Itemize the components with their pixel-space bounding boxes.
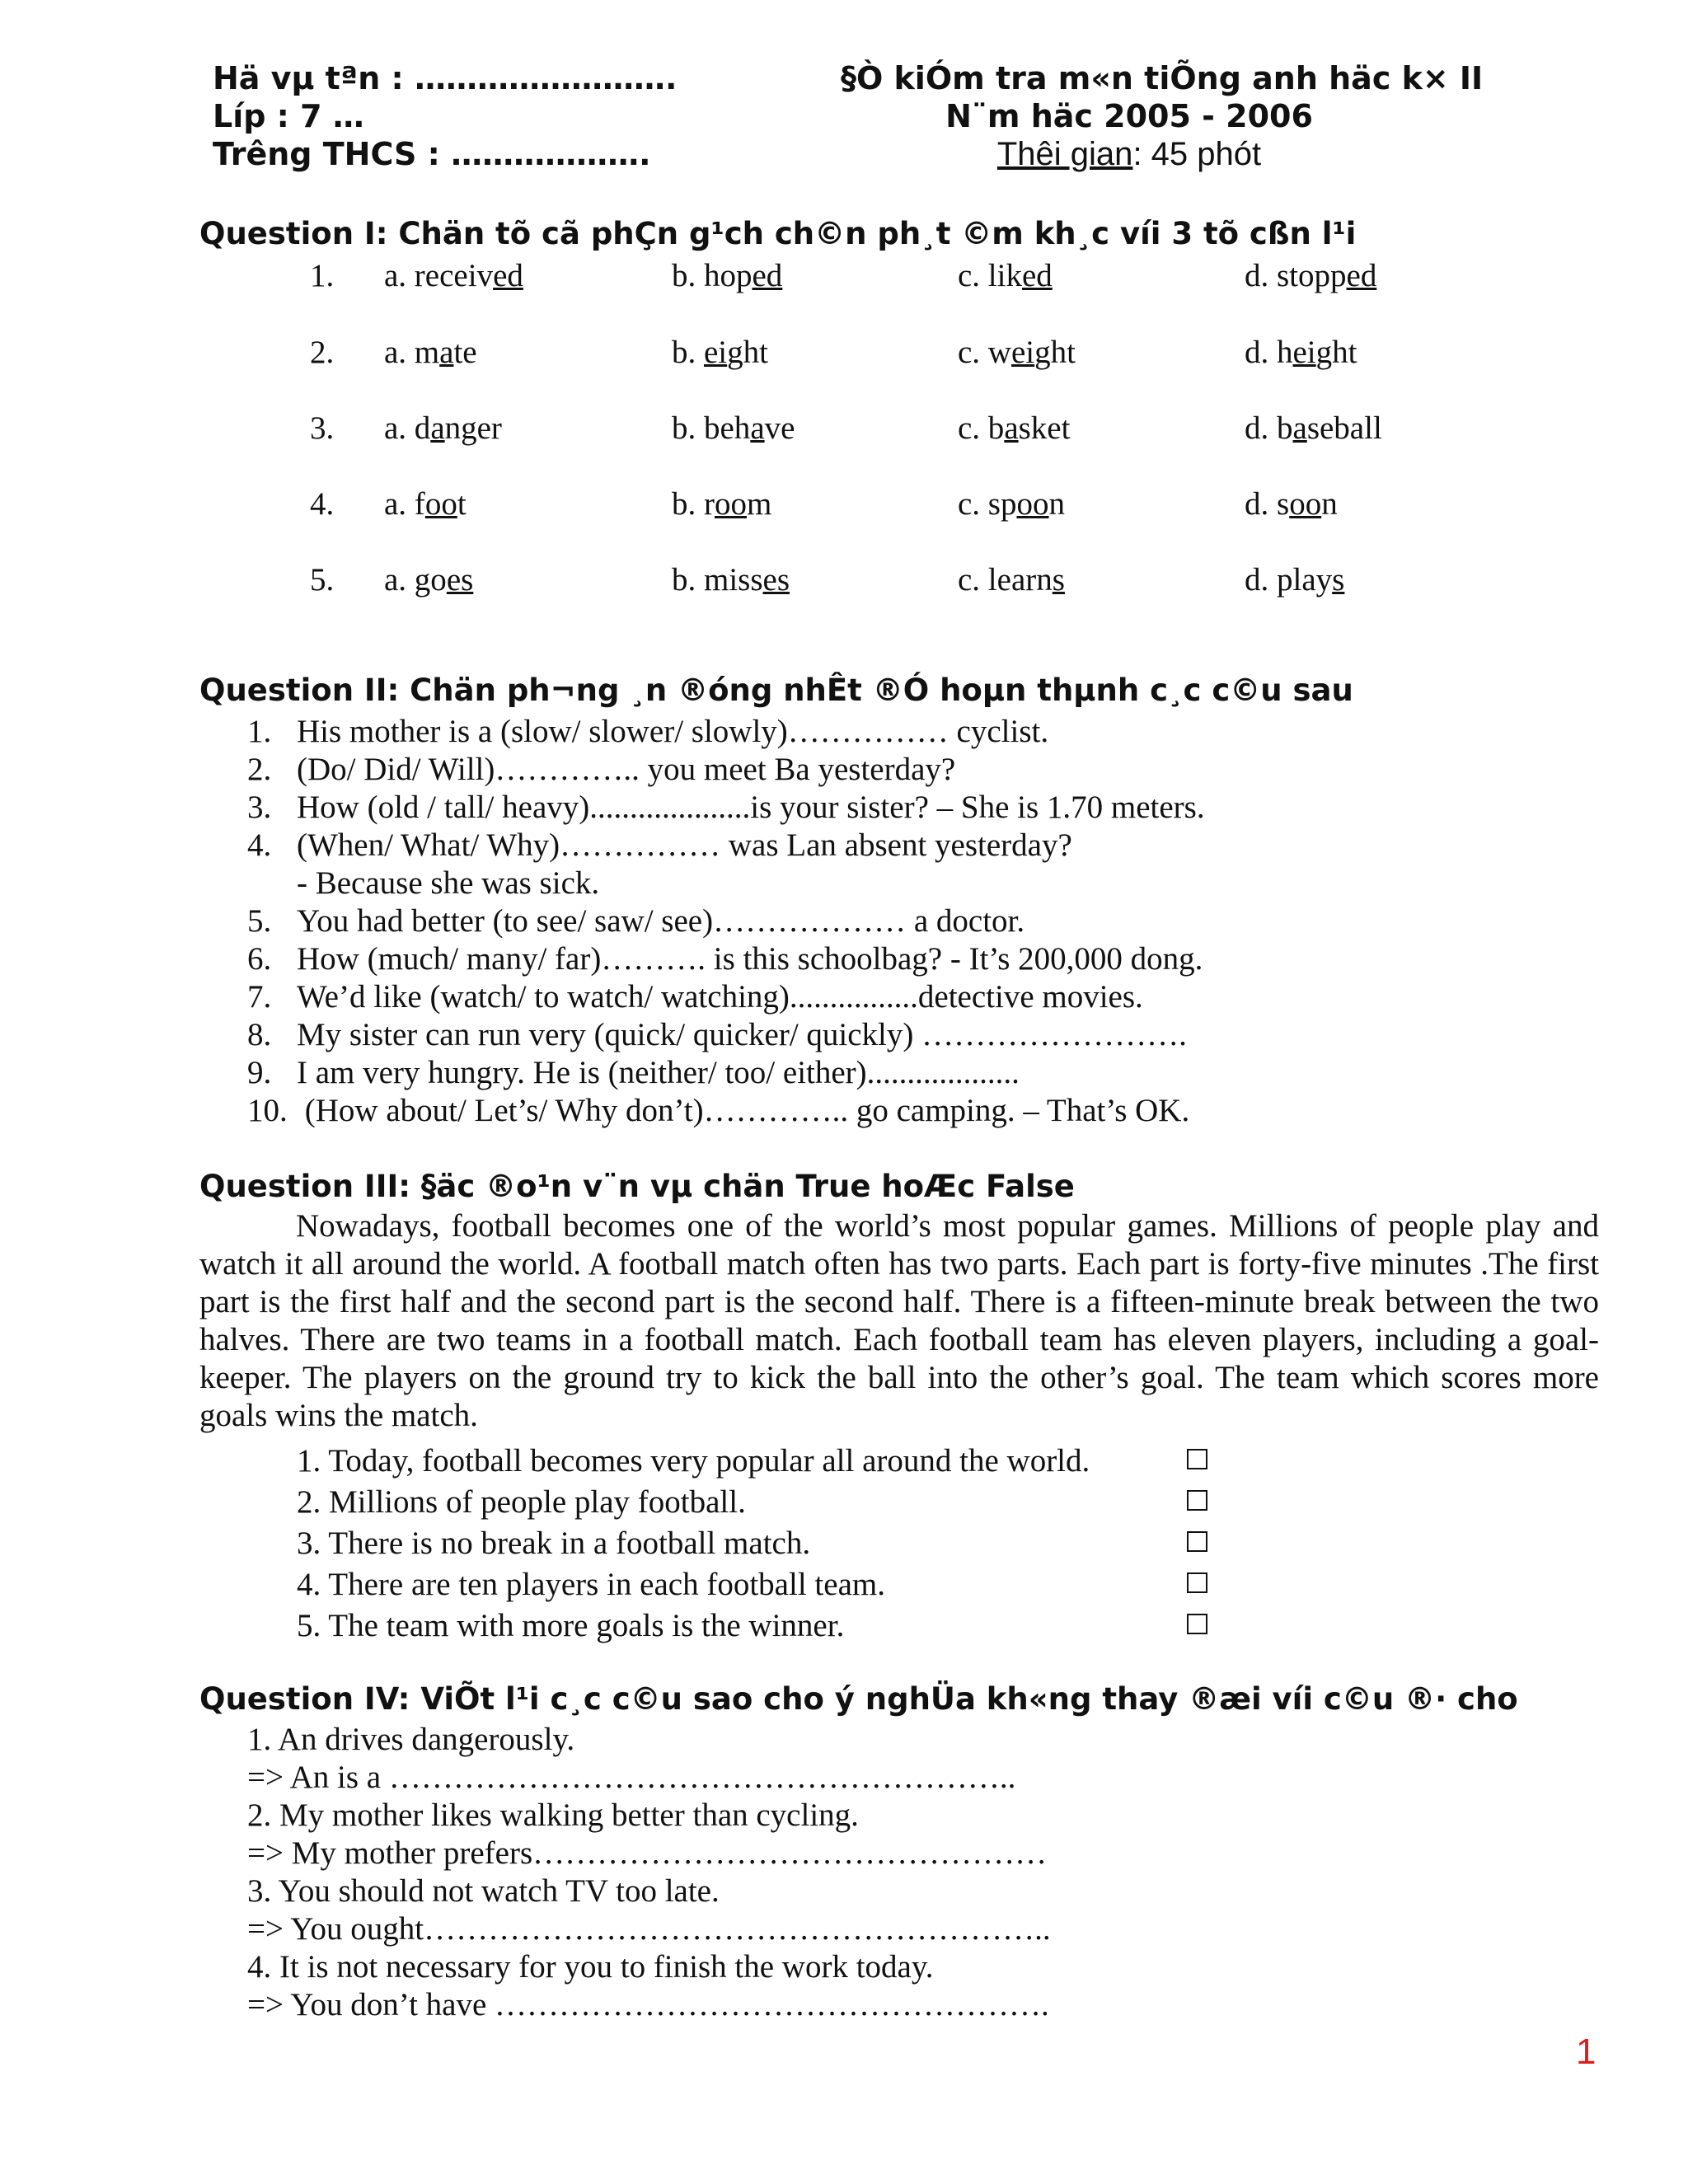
- option-a[interactable]: [384, 561, 473, 598]
- option-b[interactable]: [672, 485, 771, 523]
- class-line: Líp : 7 …: [213, 98, 364, 134]
- option-text: te: [453, 335, 477, 370]
- option-text: d. h: [1245, 335, 1293, 370]
- statement-text: 5. The team with more goals is the winner.: [297, 1608, 845, 1643]
- prompt-sentence: 2. My mother likes walking better than cycling.: [247, 1797, 859, 1833]
- list-item: [247, 713, 1205, 751]
- question-1-row: [0, 257, 1688, 298]
- underlined-part: ei: [1010, 335, 1035, 370]
- option-c[interactable]: [958, 485, 1065, 523]
- answer-line: => You don’t have …………………………………………….: [247, 1987, 1049, 2022]
- option-a[interactable]: [384, 334, 477, 371]
- answer-line: => My mother prefers…………………………………………: [247, 1835, 1048, 1871]
- prompt-sentence: 3. You should not watch TV too late.: [247, 1873, 720, 1909]
- option-text: n: [1048, 486, 1065, 522]
- option-text: a. m: [384, 335, 440, 370]
- option-text: d. play: [1245, 562, 1333, 598]
- underlined-part: ed: [493, 258, 523, 293]
- question-1-title: Question I: Chän tõ cã phÇn g¹ch ch©n ph¸t ©m kh¸c víi 3 tõ cßn l¹i: [199, 216, 1357, 251]
- item-number: 1.: [310, 258, 335, 293]
- item-number: 5.: [310, 562, 335, 598]
- list-item: [247, 751, 1205, 789]
- prompt-sentence: 4. It is not necessary for you to finish the work today.: [247, 1949, 934, 1985]
- option-text: b.: [672, 335, 704, 370]
- answer-checkbox[interactable]: [1187, 1531, 1207, 1552]
- item-text: (How about/ Let’s/ Why don’t)………….. go camping. – That’s OK.: [297, 1093, 1190, 1128]
- option-text: b. hop: [672, 258, 753, 293]
- option-text: a. f: [384, 486, 425, 522]
- option-d[interactable]: [1245, 257, 1376, 294]
- school-line: Trêng THCS : ……………….: [213, 136, 651, 172]
- statement-row: [297, 1482, 1220, 1523]
- item-number: 10.: [247, 1093, 288, 1128]
- underlined-part: s: [1332, 562, 1345, 598]
- underlined-part: es: [762, 562, 790, 598]
- underlined-part: oo: [1289, 486, 1322, 522]
- option-d[interactable]: [1245, 334, 1357, 371]
- question-1-row: [0, 410, 1688, 451]
- item-text: (When/ What/ Why)…………… was Lan absent yesterday?: [297, 827, 1072, 863]
- answer-line: => You ought…………………………………………………..: [247, 1911, 1051, 1947]
- option-text: m: [747, 486, 772, 522]
- list-item: [247, 1054, 1205, 1092]
- item-number: 8.: [247, 1017, 272, 1052]
- question-1-row: [0, 334, 1688, 375]
- item-number: 2.: [247, 752, 272, 787]
- item-number: 6.: [247, 941, 272, 977]
- option-d[interactable]: [1245, 485, 1338, 523]
- underlined-part: a: [430, 410, 445, 446]
- option-b[interactable]: [672, 561, 790, 598]
- option-text: nger: [444, 410, 502, 446]
- statement-text: 2. Millions of people play football.: [297, 1484, 746, 1520]
- answer-checkbox[interactable]: [1187, 1449, 1207, 1469]
- option-a[interactable]: [384, 485, 467, 523]
- underlined-part: ed: [752, 258, 783, 293]
- answer-checkbox[interactable]: [1187, 1572, 1207, 1593]
- option-text: ght: [1034, 335, 1076, 370]
- underlined-part: ei: [704, 335, 728, 370]
- underlined-part: oo: [715, 486, 747, 522]
- item-text: You had better (to see/ saw/ see)……………… a doctor.: [297, 903, 1025, 939]
- item-number: 3.: [310, 410, 335, 446]
- option-a[interactable]: [384, 410, 502, 447]
- true-false-list: [297, 1441, 1220, 1647]
- underlined-part: es: [446, 562, 474, 598]
- rewrite-list: [247, 1721, 1051, 2024]
- option-c[interactable]: [958, 410, 1070, 447]
- item-text: How (old / tall/ heavy)....................is your sister? – She is 1.70 meters.: [297, 790, 1205, 825]
- passage-text: Nowadays, football becomes one of the world’s most popular games. Millions of people play and watch it all around the world. A football match often has two parts. Each part is forty-five minutes .The first part is the first half and the second part is the second half. There is a fifteen-minute break between the two halves. There are two teams in a football match. Each football team has eleven players, including a goal-keeper. The players on the ground try to kick the ball into the other’s goal. The team which scores more goals wins the match.: [199, 1208, 1599, 1433]
- answer-line: => An is a …………………………………………………..: [247, 1760, 1016, 1795]
- list-item: [247, 902, 1205, 940]
- underlined-part: oo: [1016, 486, 1049, 522]
- item-text: My sister can run very (quick/ quicker/ quickly) …………………….: [297, 1017, 1187, 1052]
- answer-checkbox[interactable]: [1187, 1490, 1207, 1511]
- underlined-part: a: [750, 410, 765, 446]
- page-number: 1: [1576, 2032, 1597, 2072]
- time-limit: [841, 135, 1418, 173]
- exam-info-block: [841, 59, 1484, 173]
- option-text: d. stopp: [1245, 258, 1347, 293]
- option-text: a. d: [384, 410, 431, 446]
- underlined-part: s: [1052, 562, 1065, 598]
- option-text: c. sp: [958, 486, 1017, 522]
- item-number: 4.: [247, 827, 272, 863]
- option-d[interactable]: [1245, 410, 1382, 447]
- item-number: 5.: [247, 903, 272, 939]
- option-b[interactable]: [672, 410, 795, 447]
- option-text: sket: [1018, 410, 1071, 446]
- item-number: 2.: [310, 335, 335, 370]
- underlined-part: a: [1004, 410, 1019, 446]
- option-text: seball: [1306, 410, 1382, 446]
- option-text: c. w: [958, 335, 1011, 370]
- item-text: (Do/ Did/ Will)………….. you meet Ba yesterday?: [297, 752, 956, 787]
- exam-title: §Ò kiÓm tra m«n tiÕng anh häc k× II: [841, 60, 1484, 96]
- option-b[interactable]: [672, 257, 782, 294]
- list-item: [247, 1092, 1205, 1130]
- name-line: Hä vµ tªn : …………………….: [213, 60, 678, 96]
- underlined-part: ed: [1346, 258, 1377, 293]
- statement-text: 4. There are ten players in each football team.: [297, 1567, 885, 1602]
- item-text: - Because she was sick.: [297, 865, 600, 901]
- list-item: [247, 789, 1205, 827]
- option-text: a. go: [384, 562, 447, 598]
- list-item: [247, 865, 1205, 902]
- list-item: [247, 1016, 1205, 1054]
- option-text: ght: [1315, 335, 1357, 370]
- time-label: Thêi gian: [996, 136, 1133, 172]
- option-c[interactable]: [958, 334, 1076, 371]
- statement-text: 1. Today, football becomes very popular all around the world.: [297, 1443, 1090, 1479]
- option-text: b. beh: [672, 410, 751, 446]
- option-text: n: [1321, 486, 1338, 522]
- item-number: 4.: [310, 486, 335, 522]
- underlined-part: a: [1292, 410, 1307, 446]
- statement-row: [297, 1564, 1220, 1605]
- time-value: : 45 phót: [1132, 136, 1262, 172]
- option-c[interactable]: [958, 257, 1053, 294]
- option-d[interactable]: [1245, 561, 1344, 598]
- question-1-row: [0, 561, 1688, 602]
- option-text: t: [457, 486, 467, 522]
- option-text: b. miss: [672, 562, 763, 598]
- statement-row: [297, 1605, 1220, 1647]
- statement-row: [297, 1523, 1220, 1564]
- item-text: We’d like (watch/ to watch/ watching)................detective movies.: [297, 979, 1143, 1015]
- option-a[interactable]: [384, 257, 523, 294]
- option-text: d. s: [1245, 486, 1290, 522]
- item-text: I am very hungry. He is (neither/ too/ either)...................: [297, 1055, 1020, 1090]
- option-text: a. receiv: [384, 258, 494, 293]
- school-year: N¨m häc 2005 - 2006: [945, 98, 1313, 134]
- question-4-title: Question IV: ViÕt l¹i c¸c c©u sao cho ý nghÜa kh«ng thay ®æi víi c©u ®· cho: [199, 1681, 1518, 1717]
- prompt-sentence: 1. An drives dangerously.: [247, 1722, 575, 1757]
- item-number: 3.: [247, 790, 272, 825]
- option-text: c. lik: [958, 258, 1022, 293]
- statement-text: 3. There is no break in a football match.: [297, 1526, 811, 1561]
- option-text: d. b: [1245, 410, 1293, 446]
- list-item: [247, 827, 1205, 865]
- question-2-title: Question II: Chän ph¬ng ¸n ®óng nhÊt ®Ó hoµn thµnh c¸c c©u sau: [199, 673, 1353, 708]
- item-number: 7.: [247, 979, 272, 1015]
- option-b[interactable]: [672, 334, 768, 371]
- underlined-part: oo: [424, 486, 457, 522]
- question-2-list: [247, 713, 1205, 1130]
- list-item: [247, 940, 1205, 978]
- statement-row: [297, 1441, 1220, 1482]
- option-c[interactable]: [958, 561, 1065, 598]
- item-text: His mother is a (slow/ slower/ slowly)…………… cyclist.: [297, 714, 1049, 749]
- question-3-title: Question III: §äc ®o¹n v¨n vµ chän True hoÆc False: [199, 1169, 1075, 1204]
- option-text: b. r: [672, 486, 715, 522]
- option-text: ve: [764, 410, 795, 446]
- item-number: 9.: [247, 1055, 272, 1090]
- option-text: ght: [727, 335, 768, 370]
- option-text: c. b: [958, 410, 1005, 446]
- option-text: c. learn: [958, 562, 1053, 598]
- question-1-row: [0, 485, 1688, 527]
- list-item: [247, 978, 1205, 1016]
- underlined-part: ed: [1021, 258, 1053, 293]
- underlined-part: a: [439, 335, 454, 370]
- answer-checkbox[interactable]: [1187, 1614, 1207, 1634]
- reading-passage: [199, 1207, 1599, 1435]
- item-number: 1.: [247, 714, 272, 749]
- item-text: How (much/ many/ far)………. is this schoolbag? - It’s 200,000 dong.: [297, 941, 1203, 977]
- student-info-block: [213, 59, 677, 173]
- underlined-part: ei: [1292, 335, 1316, 370]
